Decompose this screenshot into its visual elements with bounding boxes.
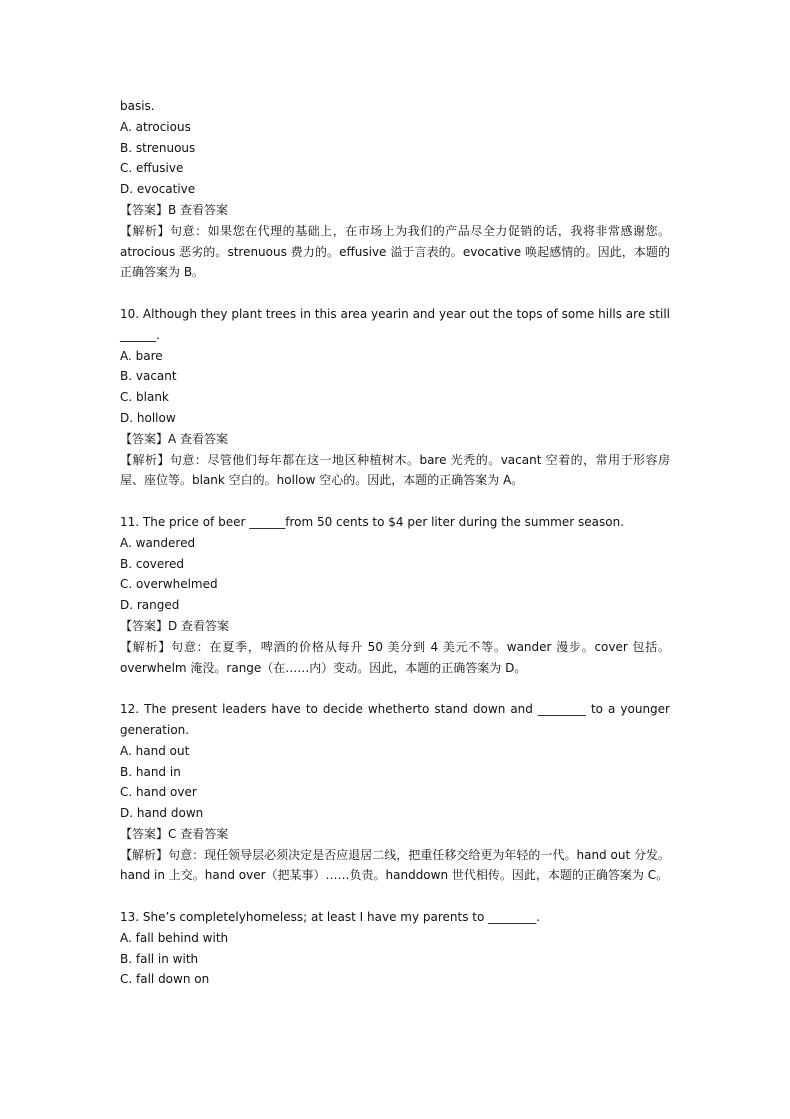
option-c: C. hand over (120, 785, 197, 800)
option-d: D. evocative (120, 182, 196, 197)
option-c: C. overwhelmed (120, 577, 218, 592)
option-b: B. vacant (120, 369, 177, 384)
question-block-10 (120, 304, 670, 491)
option-d: D. ranged (120, 598, 180, 613)
question-block-13 (120, 907, 670, 990)
analysis-text: 【解析】句意：尽管他们每年都在这一地区种植树木。bare 光秃的。vacant 空着的，常用于形容房屋、座位等。blank 空白的。hollow 空心的。因此，本题的正确答案为 A。 (120, 452, 670, 488)
option-a: A. bare (120, 348, 163, 363)
option-a: A. wandered (120, 535, 196, 550)
question-stem: 11. The price of beer ______from 50 cents to $4 per liter during the summer season. (120, 514, 625, 529)
answer-line[interactable]: 【答案】D 查看答案 (120, 618, 230, 633)
analysis-text: 【解析】句意：如果您在代理的基础上，在市场上为我们的产品尽全力促销的话，我将非常感谢您。atrocious 恶劣的。strenuous 费力的。effusive 溢于言表的。evocative 唤起感情的。因此，本题的正确答案为 B。 (120, 223, 670, 280)
option-a: A. fall behind with (120, 930, 229, 945)
option-a: A. atrocious (120, 119, 191, 134)
option-d: D. hollow (120, 410, 176, 425)
answer-line[interactable]: 【答案】C 查看答案 (120, 826, 229, 841)
option-d: D. hand down (120, 806, 204, 821)
option-a: A. hand out (120, 743, 190, 758)
question-stem: 12. The present leaders have to decide whetherto stand down and ________ to a younger generation. (120, 702, 670, 737)
question-stem: 10. Although they plant trees in this area yearin and year out the tops of some hills are still ______. (120, 306, 670, 342)
option-b: B. strenuous (120, 140, 196, 155)
question-stem: basis. (120, 99, 155, 113)
option-c: C. effusive (120, 161, 184, 176)
answer-line[interactable]: 【答案】B 查看答案 (120, 202, 229, 217)
option-b: B. covered (120, 556, 184, 571)
document-page (120, 96, 670, 990)
question-block-9 (120, 96, 670, 283)
option-b: B. fall in with (120, 951, 199, 966)
option-c: C. blank (120, 390, 169, 405)
analysis-text: 【解析】句意：现任领导层必须决定是否应退居二线，把重任移交给更为年轻的一代。hand out 分发。hand in 上交。hand over（把某事）……负责。handdown 世代相传。因此，本题的正确答案为 C。 (120, 847, 670, 883)
question-stem: 13. She’s completelyhomeless; at least I have my parents to ________. (120, 910, 540, 925)
analysis-text: 【解析】句意：在夏季，啤酒的价格从每升 50 美分到 4 美元不等。wander 漫步。cover 包括。overwhelm 淹没。range（在……内）变动。因此，本题的正确答案为 D。 (120, 639, 670, 675)
question-block-11 (120, 512, 670, 678)
option-c: C. fall down on (120, 972, 210, 987)
question-block-12 (120, 699, 670, 886)
option-b: B. hand in (120, 764, 181, 779)
answer-line[interactable]: 【答案】A 查看答案 (120, 431, 229, 446)
